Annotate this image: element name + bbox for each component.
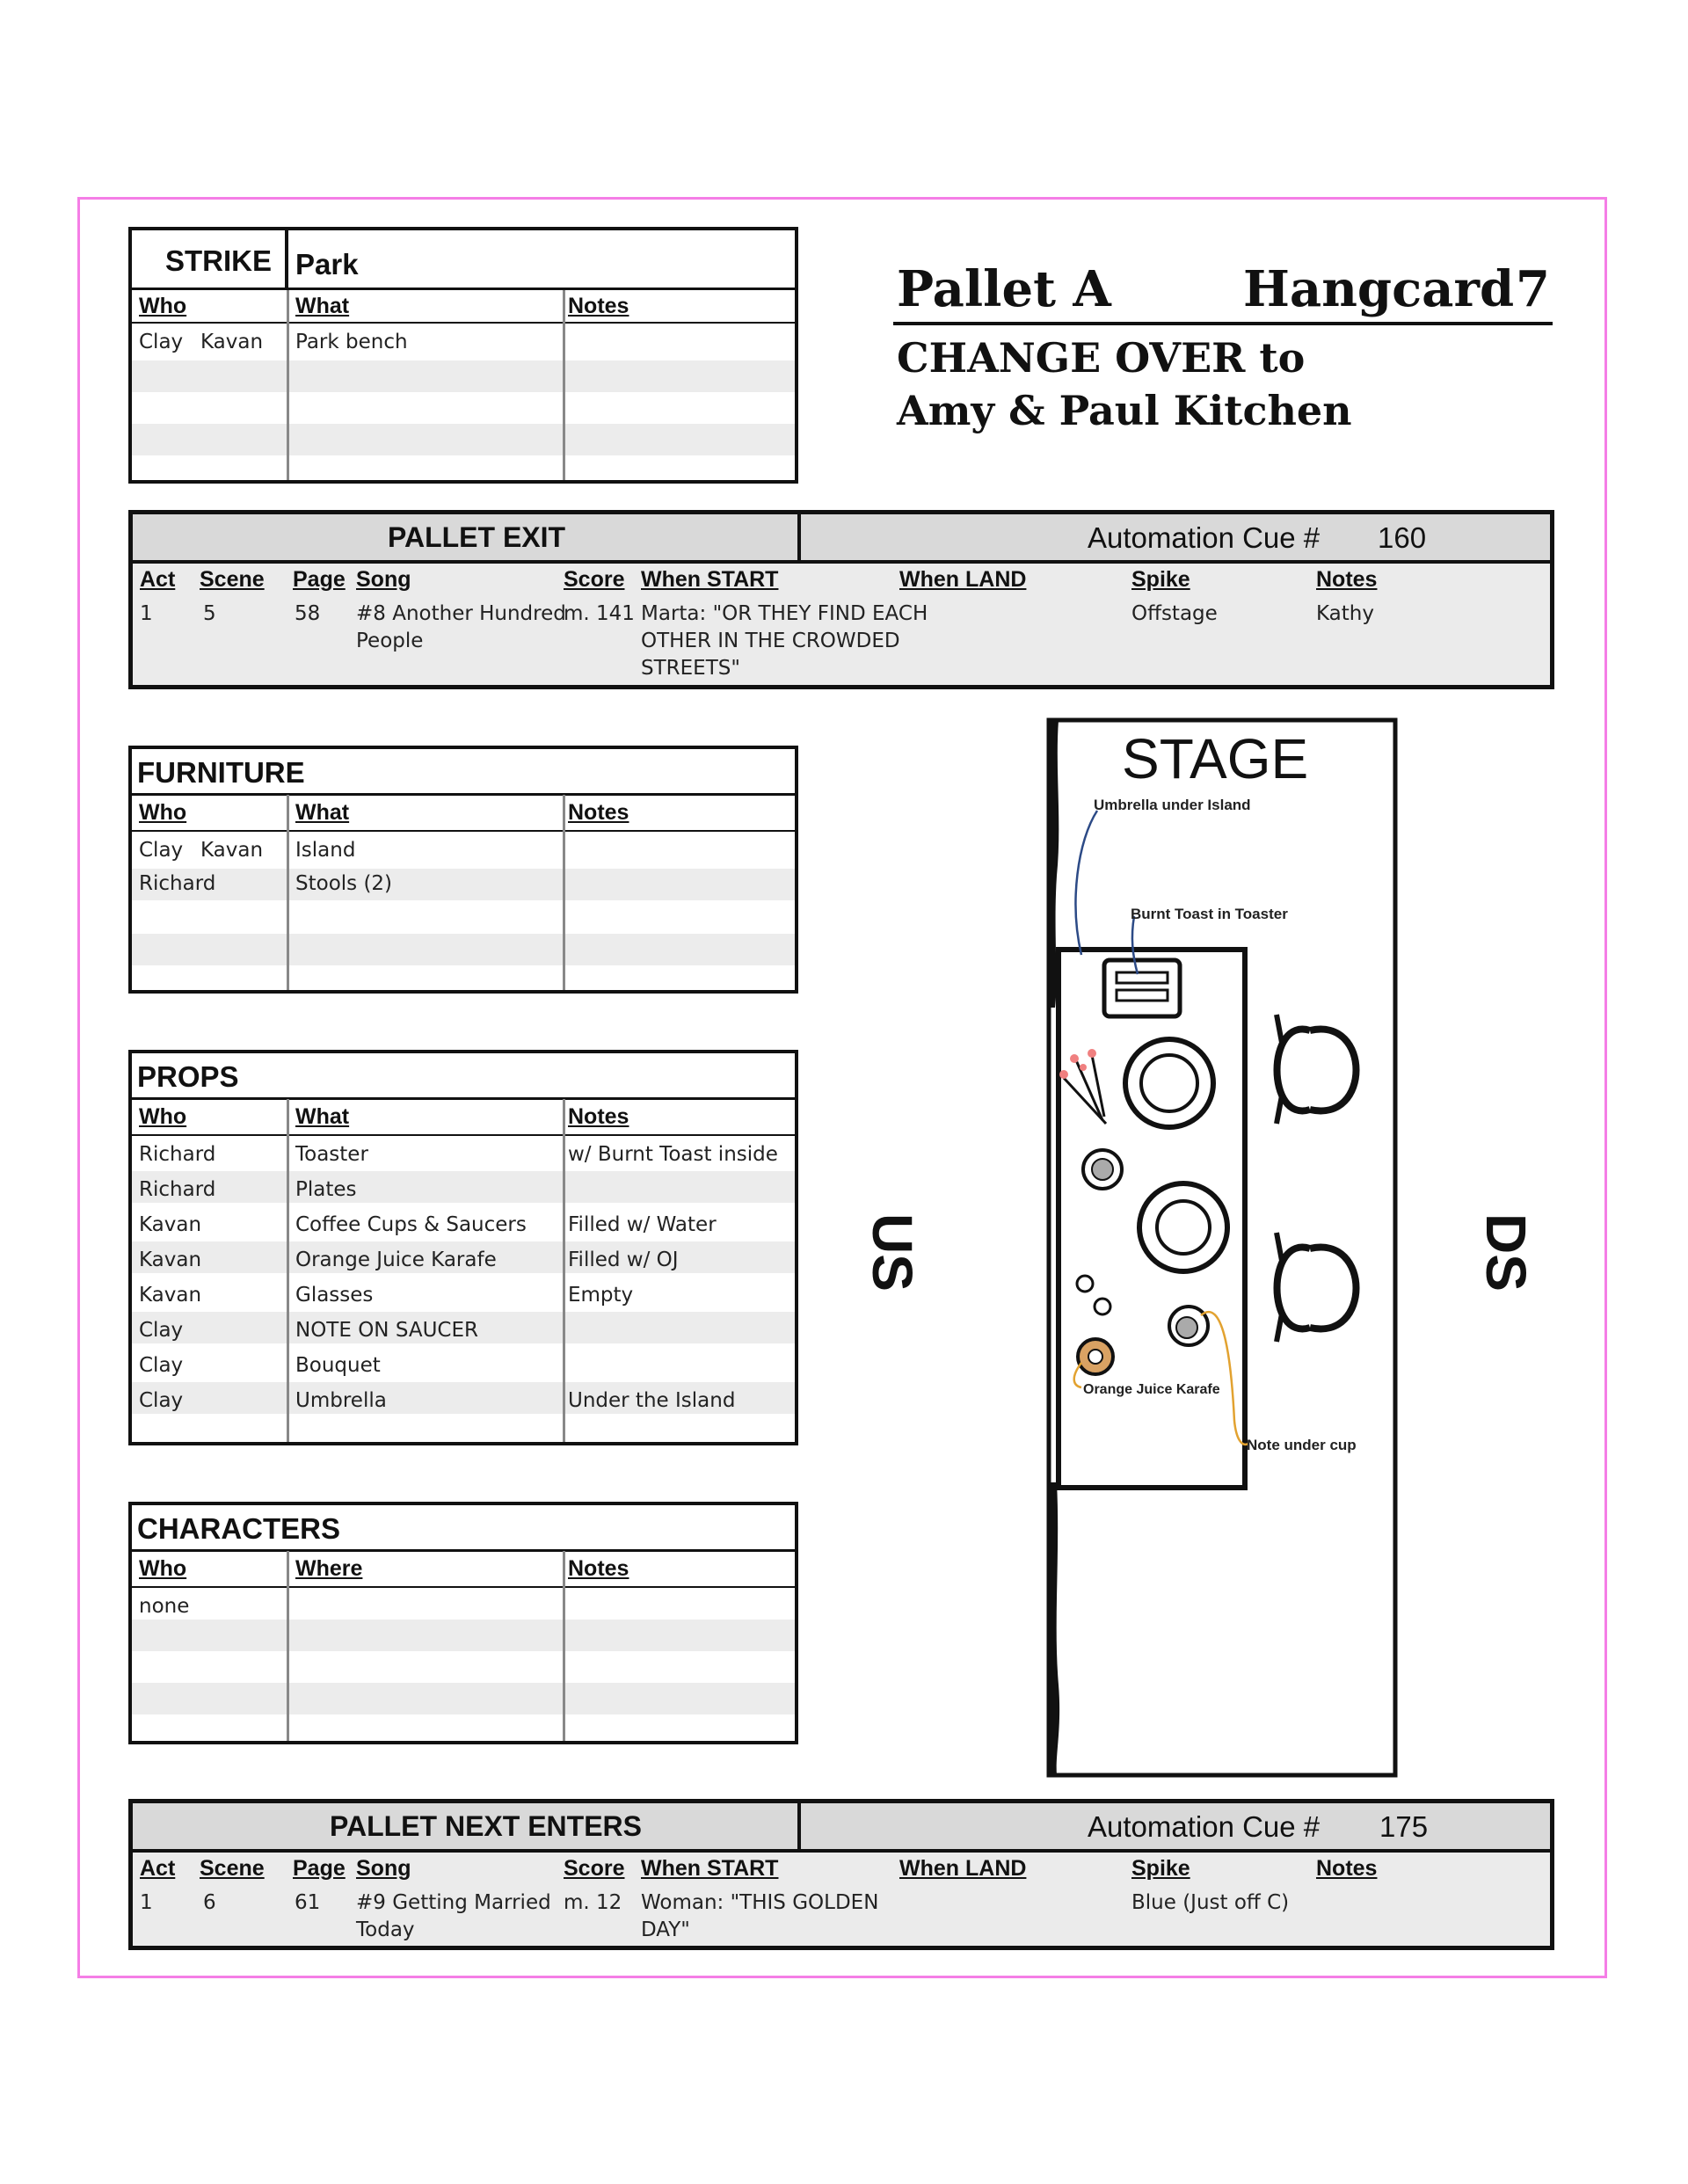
props-row-what: NOTE ON SAUCER: [295, 1319, 478, 1342]
next-col-notes: Notes: [1316, 1856, 1378, 1881]
next-spike: Blue (Just off C): [1131, 1891, 1290, 1914]
props-row-notes: Under the Island: [568, 1389, 736, 1412]
props-row-who: Clay: [139, 1354, 184, 1377]
pallet-title: Pallet A: [897, 260, 1111, 318]
characters-title: CHARACTERS: [137, 1512, 340, 1545]
characters-row-who: none: [139, 1595, 190, 1618]
characters-col-where: Where: [295, 1556, 363, 1581]
next-col-scene: Scene: [200, 1856, 265, 1881]
header-rule: [893, 322, 1553, 325]
exit-start-line1: Marta: "OR THEY FIND EACH: [641, 602, 928, 625]
furniture-col-who: Who: [139, 800, 187, 825]
pallet-next-cue-label: Automation Cue #: [1088, 1810, 1321, 1843]
strike-table: [128, 227, 798, 484]
karafe-label: Orange Juice Karafe: [1083, 1382, 1220, 1397]
exit-col-song: Song: [356, 567, 411, 592]
stage-title: STAGE: [1122, 727, 1309, 790]
characters-col-notes: Notes: [568, 1556, 629, 1581]
change-over-line1: CHANGE OVER to: [897, 334, 1306, 382]
next-page: 61: [295, 1891, 321, 1914]
next-song-line1: #9 Getting Married: [356, 1891, 551, 1914]
pallet-exit-band: [128, 510, 1554, 689]
characters-table: [128, 1502, 798, 1744]
next-start-line2: DAY": [641, 1918, 690, 1941]
exit-song-line2: People: [356, 630, 424, 652]
exit-col-act: Act: [140, 567, 176, 592]
hangcard-label: Hangcard: [1243, 260, 1515, 318]
next-start-line1: Woman: "THIS GOLDEN: [641, 1891, 879, 1914]
us-label: US: [861, 1213, 924, 1292]
props-row-what: Bouquet: [295, 1354, 381, 1377]
next-col-score: Score: [564, 1856, 625, 1881]
strike-col-what: What: [295, 294, 350, 318]
props-row-who: Richard: [139, 1143, 216, 1166]
strike-row-what: Park bench: [295, 331, 408, 353]
umbrella-label: Umbrella under Island: [1094, 797, 1251, 813]
next-col-act: Act: [140, 1856, 176, 1881]
exit-col-when-land: When LAND: [899, 567, 1027, 592]
next-col-when-start: When START: [641, 1856, 779, 1881]
props-row-notes: Filled w/ Water: [568, 1213, 717, 1236]
props-row-who: Kavan: [139, 1284, 202, 1307]
next-col-when-land: When LAND: [899, 1856, 1027, 1881]
pallet-exit-cue-number: 160: [1378, 521, 1427, 554]
toast-label: Burnt Toast in Toaster: [1131, 906, 1288, 922]
props-row-what: Umbrella: [295, 1389, 387, 1412]
characters-col-who: Who: [139, 1556, 187, 1581]
props-title: PROPS: [137, 1060, 239, 1093]
props-col-notes: Notes: [568, 1104, 629, 1129]
strike-title: STRIKE: [165, 244, 273, 277]
furniture-row-who: Clay: [139, 839, 184, 862]
exit-notes: Kathy: [1316, 602, 1374, 625]
furniture-title: FURNITURE: [137, 756, 305, 789]
props-row-who: Clay: [139, 1389, 184, 1412]
exit-col-when-start: When START: [641, 567, 779, 592]
exit-col-notes: Notes: [1316, 567, 1378, 592]
exit-scene: 5: [203, 602, 216, 625]
furniture-table: [128, 746, 798, 994]
furniture-row-who: Richard: [139, 872, 216, 895]
pallet-exit-cue-label: Automation Cue #: [1088, 521, 1321, 554]
glass-2: [1095, 1299, 1110, 1314]
props-row-who: Clay: [139, 1319, 184, 1342]
props-row-what: Orange Juice Karafe: [295, 1249, 497, 1271]
props-row-notes: w/ Burnt Toast inside: [568, 1143, 778, 1166]
note-label: Note under cup: [1247, 1437, 1357, 1453]
exit-col-spike: Spike: [1131, 567, 1190, 592]
furniture-row-what: Stools (2): [295, 872, 393, 895]
exit-start-line2: OTHER IN THE CROWDED: [641, 630, 900, 652]
exit-col-scene: Scene: [200, 567, 265, 592]
toaster: [1104, 960, 1180, 1016]
next-col-song: Song: [356, 1856, 411, 1881]
next-col-spike: Spike: [1131, 1856, 1190, 1881]
exit-col-page: Page: [293, 567, 346, 592]
next-act: 1: [140, 1891, 153, 1914]
strike-col-notes: Notes: [568, 294, 629, 318]
props-row-notes: Filled w/ OJ: [568, 1249, 679, 1271]
ds-label: DS: [1474, 1213, 1538, 1292]
next-col-page: Page: [293, 1856, 346, 1881]
props-row-who: Kavan: [139, 1249, 202, 1271]
exit-act: 1: [140, 602, 153, 625]
furniture-col-what: What: [295, 800, 350, 825]
strike-row-who: Clay: [139, 331, 184, 353]
strike-col-who: Who: [139, 294, 187, 318]
props-table: [128, 1050, 798, 1445]
exit-page: 58: [295, 602, 321, 625]
props-row-what: Glasses: [295, 1284, 374, 1307]
props-col-what: What: [295, 1104, 350, 1129]
exit-spike: Offstage: [1131, 602, 1218, 625]
props-row-who: Kavan: [139, 1213, 202, 1236]
strike-row-who2: Kavan: [200, 331, 264, 353]
strike-location: Park: [295, 248, 359, 280]
next-scene: 6: [203, 1891, 216, 1914]
props-row-notes: Empty: [568, 1284, 634, 1307]
props-row-who: Richard: [139, 1178, 216, 1201]
pallet-next-title: PALLET NEXT ENTERS: [330, 1810, 642, 1842]
pallet-exit-title: PALLET EXIT: [388, 521, 566, 553]
hangcard-number: 7: [1516, 260, 1550, 318]
glass-1: [1077, 1276, 1093, 1292]
stage-diagram: [1046, 717, 1398, 1778]
props-col-who: Who: [139, 1104, 187, 1129]
furniture-row-what: Island: [295, 839, 356, 862]
props-row-what: Toaster: [295, 1143, 368, 1166]
furniture-col-notes: Notes: [568, 800, 629, 825]
exit-song-line1: #8 Another Hundred: [356, 602, 566, 625]
exit-start-line3: STREETS": [641, 657, 740, 680]
next-song-line2: Today: [356, 1918, 415, 1941]
props-row-what: Coffee Cups & Saucers: [295, 1213, 527, 1236]
pallet-next-cue-number: 175: [1379, 1810, 1429, 1843]
furniture-row-who2: Kavan: [200, 839, 264, 862]
change-over-line2: Amy & Paul Kitchen: [897, 387, 1352, 434]
next-score: m. 12: [564, 1891, 622, 1914]
exit-col-score: Score: [564, 567, 625, 592]
pallet-next-band: [128, 1799, 1554, 1950]
exit-score: m. 141: [564, 602, 635, 625]
props-row-what: Plates: [295, 1178, 357, 1201]
